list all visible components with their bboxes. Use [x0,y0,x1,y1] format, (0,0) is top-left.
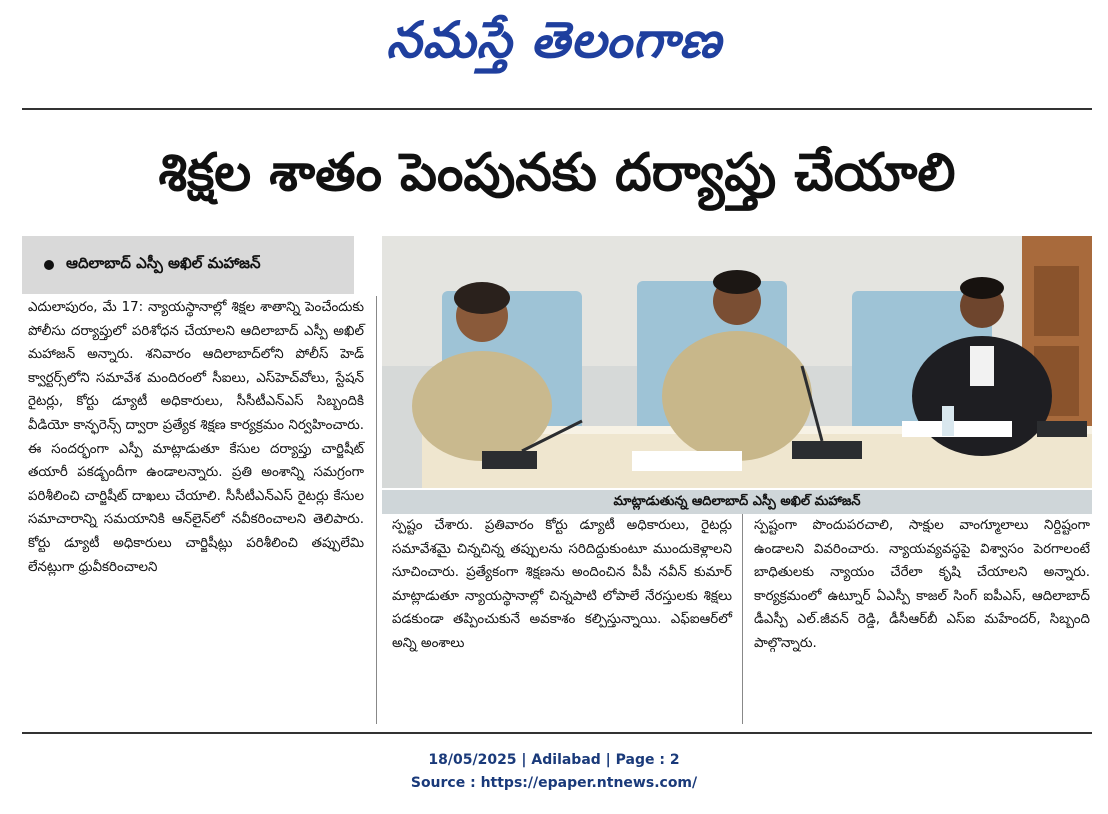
photo-caption: మాట్లాడుతున్న ఆదిలాబాద్ ఎస్పీ అఖిల్ మహాజన్ [382,490,1092,514]
article-column-1 [28,296,364,579]
article-text-col1: ఎదులాపురం, మే 17: న్యాయస్థానాల్లో శిక్షల శాతాన్ని పెంచేందుకు పోలీసు దర్యాప్తులో పరిశోధన చేయాలని ఆదిలాబాద్ ఎస్పీ అఖిల్ మహాజన్ అన్నారు. శనివారం ఆదిలాబాద్‌లోని పోలీస్ హెడ్ క్వార్టర్స్‌లోని సమావేశ మందిరంలో సీఐలు, ఎస్‌హెచ్‌వోలు, స్టేషన్ రైటర్లు, కోర్టు డ్యూటీ అధికారులు, సీసీటీఎన్ఎస్ సిబ్బందికి వీడియో కాన్ఫరెన్స్ ద్వారా ప్రత్యేక శిక్షణ కార్యక్రమం నిర్వహించారు. ఈ సందర్భంగా ఎస్పీ మాట్లాడుతూ కేసుల దర్యాప్తు చార్జిషీట్ తయారీ పకడ్బందీగా ఉండాలన్నారు. ప్రతి అంశాన్ని సమగ్రంగా పరిశీలించి చార్జిషీట్ దాఖలు చేయాలి. సీసీటీఎన్ఎస్ రైటర్లు కేసుల సమాచారాన్ని సమయానికి ఆన్‌లైన్‌లో నవీకరించాలని తెలిపారు. కోర్టు డ్యూటీ అధికారులు చార్జిషీట్లు పరిశీలించి తప్పులేమి లేనట్లుగా ధ్రువీకరించాలని [28,300,364,575]
subheading-text: ఆదిలాబాద్ ఎస్పీ అఖిల్ మహాజన్ [66,254,261,272]
article-column-2 [392,514,732,656]
source-link: Source : https://epaper.ntnews.com/ [410,775,698,791]
meeting-photo-illustration [382,236,1092,488]
news-photo [382,236,1092,488]
article-headline: శిక్షల శాతం పెంపునకు దర్యాప్తు చేయాలి [158,143,956,203]
article-text-col2: స్పష్టం చేశారు. ప్రతివారం కోర్టు డ్యూటీ అధికారులు, రైటర్లు సమావేశమై చిన్నచిన్న తప్పులను సరిదిద్దుకుంటూ ముందుకెళ్లాలని సూచించారు. ప్రత్యేకంగా శిక్షణను అందించిన పీపీ నవీన్ కుమార్ మాట్లాడుతూ న్యాయస్థానాల్లో చిన్నపాటి లోపాలే నేరస్తులకు శిక్షలు పడకుండా తప్పించుకునే అవకాశం కల్పిస్తున్నాయి. ఎఫ్ఐఆర్‌లో అన్ని అంశాలు [392,518,732,651]
bullet-icon [44,260,54,270]
masthead-divider [22,108,1092,110]
column-divider-2 [742,514,743,724]
column-divider-1 [376,296,377,724]
footer-divider [22,732,1092,734]
article-column-3 [754,514,1090,656]
edition-info: 18/05/2025 | Adilabad | Page : 2 [428,752,680,768]
article-text-col3: స్పష్టంగా పొందుపరచాలి, సాక్షుల వాంగ్మూలాలు నిర్దిష్టంగా ఉండాలని వివరించారు. న్యాయవ్యవస్థపై విశ్వాసం పెరగాలంటే బాధితులకు న్యాయం చేరేలా కృషి చేయాలని అన్నారు. కార్యక్రమంలో ఉట్నూర్ ఏఎస్పీ కాజల్ సింగ్ ఐపీఎస్, ఆదిలాబాద్ డీఎస్పీ ఎల్.జీవన్ రెడ్డి, డీసీఆర్‌బీ ఎస్ఐ మహేందర్, సిబ్బంది పాల్గొన్నారు. [754,518,1090,651]
subheading-box [22,236,354,294]
newspaper-masthead: నమస్తే తెలంగాణ [386,11,722,69]
